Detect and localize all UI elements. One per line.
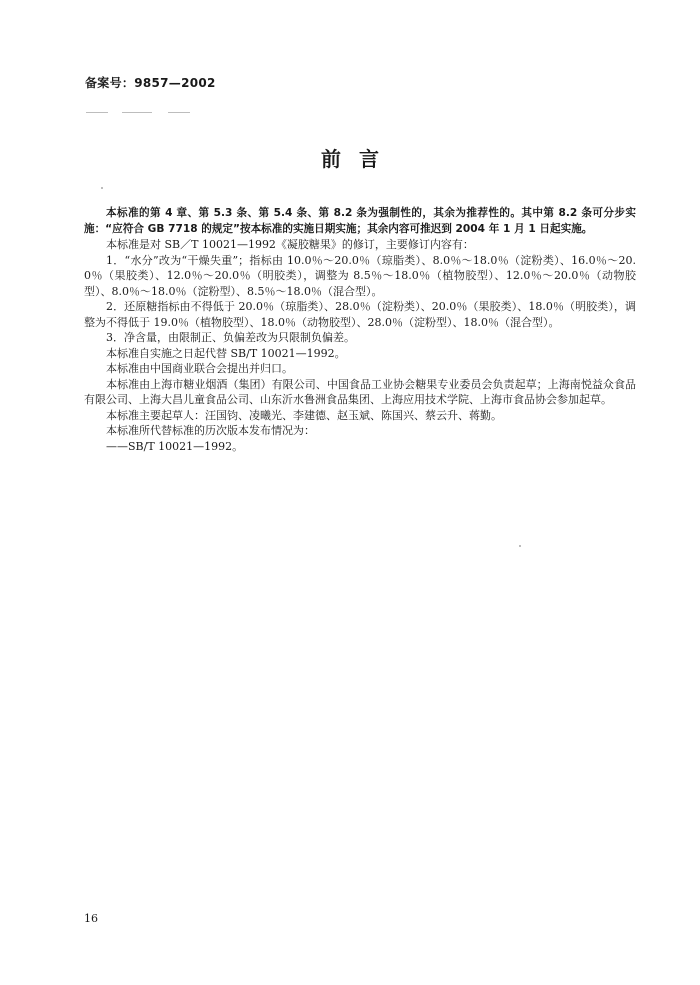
- paragraph-revision-item-1: 1．“水分”改为“干燥失重”；指标由 10.0％～20.0％（琼脂类）、8.0％～18.0％（淀粉类）、16.0％～20.0％（果胶类）、12.0％～20.0％（明胶类），调整为 8.5％～18.0％（植物胶型）、12.0％～20.0％（动物胶型）、8.0％～18.0％（淀粉型）、8.5％～18.0％（混合型）。: [84, 253, 636, 298]
- scan-speck: [168, 112, 190, 113]
- document-body: [84, 206, 636, 454]
- paragraph-version-item: ——SB/T 10021—1992。: [106, 439, 244, 453]
- paragraph-revision-item-2: 2．还原糖指标由不得低于 20.0％（琼脂类）、28.0％（淀粉类）、20.0％（果胶类）、18.0％（明胶类），调整为不得低于 19.0％（植物胶型）、18.0％（动物胶型）、28.0％（淀粉型）、18.0％（混合型）。: [84, 300, 636, 329]
- page-title: 前言: [321, 147, 397, 171]
- paragraph-version-history: 本标准所代替标准的历次版本发布情况为：: [106, 424, 315, 437]
- paragraph-drafting-units: 本标准由上海市糖业烟酒（集团）有限公司、中国食品工业协会糖果专业委员会负责起草；上海南悦益众食品有限公司、上海大昌儿童食品公司、山东沂水鲁洲食品集团、上海应用技术学院、上海市食品协会参加起草。: [84, 377, 636, 406]
- paragraph-revision-item-3: 3．净含量，由限制正、负偏差改为只限制负偏差。: [106, 331, 355, 344]
- paragraph-replacement: 本标准自实施之日起代替 SB/T 10021—1992。: [106, 346, 346, 360]
- paragraph-mandatory-clauses: 本标准的第 4 章、第 5.3 条、第 5.4 条、第 8.2 条为强制性的，其余为推荐性的。其中第 8.2 条可分步实施：“应符合 GB 7718 的规定”按本标准的实施日期实施；其余内容可推迟到 2004 年 1 月 1 日起实施。: [84, 207, 636, 235]
- scan-speck: [86, 112, 108, 113]
- page-number: 16: [84, 912, 98, 925]
- paragraph-revision-intro: 本标准是对 SB／T 10021—1992《凝胶糖果》的修订，主要修订内容有：: [106, 238, 474, 251]
- paragraph-drafters: 本标准主要起草人：汪国钧、凌曦光、李建德、赵玉斌、陈国兴、蔡云升、蒋勤。: [106, 408, 502, 422]
- scan-speck: [519, 545, 521, 547]
- paragraph-proposer: 本标准由中国商业联合会提出并归口。: [106, 362, 293, 375]
- record-number: 备案号：9857—2002: [85, 76, 216, 90]
- scan-speck: [122, 112, 152, 113]
- scan-speck: [101, 187, 103, 189]
